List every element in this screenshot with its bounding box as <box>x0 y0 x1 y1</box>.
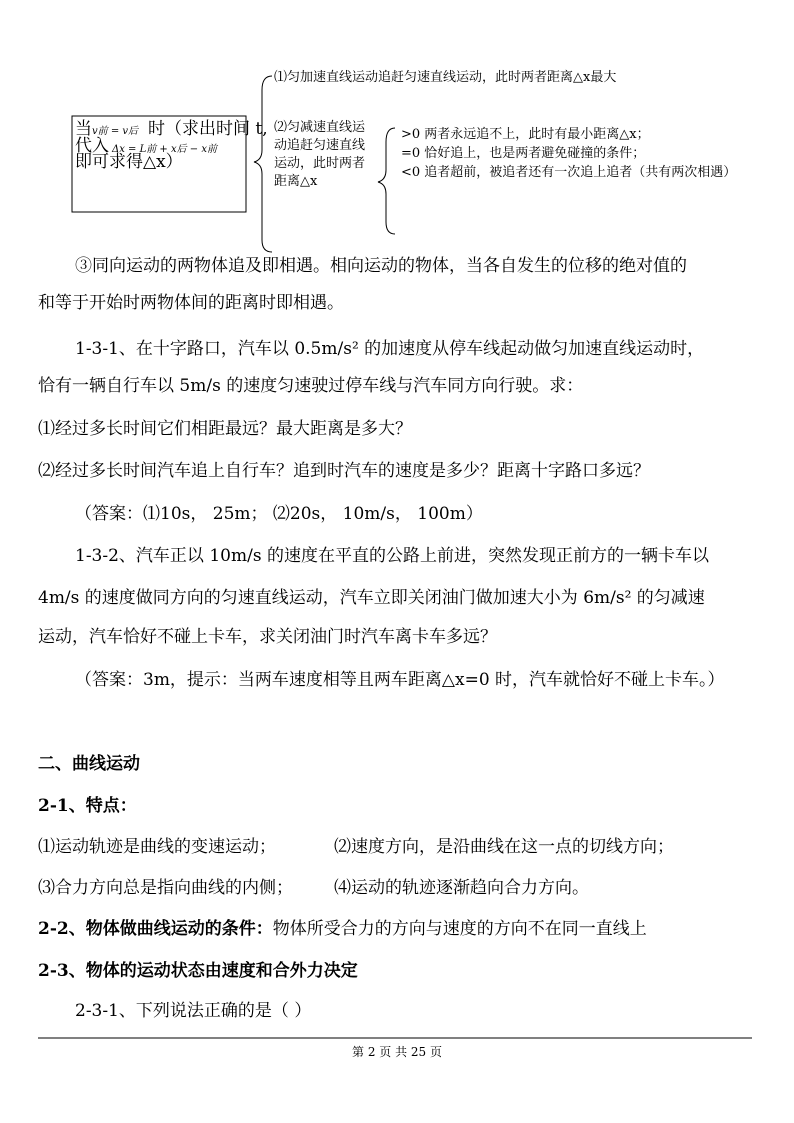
example-1-line-1: 1-3-1、在十字路口，汽车以 0.5m/s² 的加速度从停车线起动做匀加速直线运动时， <box>75 339 705 359</box>
case-2-line-1: ⑵匀减速直线运 <box>274 120 366 135</box>
example-1-answer: （答案：⑴10s， 25m； ⑵20s， 10m/s， 100m） <box>75 504 483 524</box>
outer-brace <box>254 76 272 252</box>
example-1-question-2: ⑵经过多长时间汽车追上自行车？追到时汽车的速度是多少？距离十字路口多远？ <box>38 461 650 481</box>
sub-case-equal: =0 恰好追上，也是两者避免碰撞的条件； <box>401 146 646 161</box>
box-text-dang: 当 <box>75 119 92 139</box>
example-2-line-3: 运动，汽车恰好不碰上卡车，求关闭油门时汽车离卡车多远？ <box>38 627 497 647</box>
case-1-text: ⑴匀加速直线运动追赶匀速直线运动，此时两者距离△x最大 <box>274 70 617 85</box>
sub-case-less: <0 追者超前，被追者还有一次追上追者（共有两次相遇） <box>401 165 737 180</box>
example-2-line-1: 1-3-2、汽车正以 10m/s 的速度在平直的公路上前进，突然发现正前方的一辆卡车以 <box>75 546 709 566</box>
box-equation-2: Δx = L前 + x后 − x前 <box>112 144 217 155</box>
feature-1: ⑴运动轨迹是曲线的变速运动； <box>38 837 276 857</box>
section-2-2-title: 2-2、物体做曲线运动的条件： <box>38 919 273 939</box>
para-3-line-2: 和等于开始时两物体间的距离时即相遇。 <box>38 293 344 313</box>
box-equation-1: v前 = v后 <box>92 126 139 137</box>
section-2-2 <box>38 918 647 940</box>
inner-brace <box>378 128 395 234</box>
section-2-2-text: 物体所受合力的方向与速度的方向不在同一直线上 <box>272 919 647 939</box>
question-2-3-1: 2-3-1、下列说法正确的是（ ） <box>75 1001 312 1021</box>
sub-case-greater: >0 两者永远追不上，此时有最小距离△x； <box>401 127 650 142</box>
example-2-line-2: 4m/s 的速度做同方向的匀速直线运动，汽车立即关闭油门做加速大小为 6m/s² 的匀减速 <box>38 588 705 608</box>
para-3-line-1: ③同向运动的两物体追及即相遇。相向运动的物体，当各自发生的位移的绝对值的 <box>75 256 687 276</box>
box-text-result: 即可求得△x） <box>75 152 183 172</box>
case-2-line-2: 动追赶匀速直线 <box>274 138 366 153</box>
example-1-line-2: 恰有一辆自行车以 5m/s 的速度匀速驶过停车线与汽车同方向行驶。求： <box>38 376 584 396</box>
case-2-line-3: 运动，此时两者 <box>274 156 366 171</box>
case-2-line-4: 距离△x <box>274 174 318 189</box>
section-2-title: 二、曲线运动 <box>38 754 140 774</box>
feature-3: ⑶合力方向总是指向曲线的内侧； <box>38 878 293 898</box>
section-2-3-title: 2-3、物体的运动状态由速度和合外力决定 <box>38 961 358 981</box>
feature-2: ⑵速度方向，是沿曲线在这一点的切线方向； <box>334 837 674 857</box>
section-2-1-title: 2-1、特点： <box>38 796 137 816</box>
example-1-question-1: ⑴经过多长时间它们相距最远？最大距离是多大？ <box>38 419 412 439</box>
page-footer: 第 2 页 共 25 页 <box>352 1045 442 1059</box>
box-text-substitute: 代入 <box>75 136 109 156</box>
feature-4: ⑷运动的轨迹逐渐趋向合力方向。 <box>334 878 589 898</box>
example-2-answer: （答案：3m，提示：当两车速度相等且两车距离△x=0 时，汽车就恰好不碰上卡车。） <box>75 670 725 690</box>
box-text-time: 时（求出时间 t, <box>148 119 268 139</box>
